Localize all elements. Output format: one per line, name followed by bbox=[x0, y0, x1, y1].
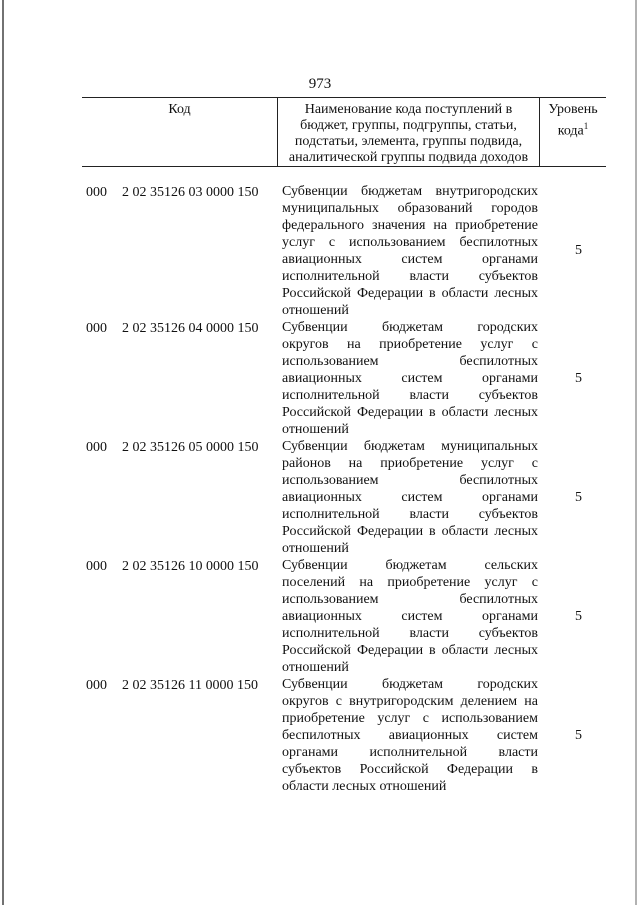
row-code: 2 02 35126 05 0000 150 bbox=[122, 440, 259, 455]
row-code: 2 02 35126 04 0000 150 bbox=[122, 321, 259, 336]
row-name-line: исполнительной власти субъектов bbox=[282, 507, 538, 522]
row-name bbox=[282, 438, 538, 557]
header-code: Код bbox=[82, 98, 278, 166]
header-name bbox=[278, 98, 540, 166]
header-name-line: бюджет, группы, подгруппы, статьи, bbox=[300, 118, 517, 133]
row-name-line: авиационных систем органами bbox=[282, 490, 538, 505]
row-level: 5 bbox=[575, 608, 582, 624]
table-row bbox=[82, 557, 606, 676]
row-name-line: области лесных отношений bbox=[282, 779, 447, 794]
row-name-line: отношений bbox=[282, 303, 349, 318]
row-name-line: использованием беспилотных bbox=[282, 592, 538, 607]
row-name-line: авиационных систем органами bbox=[282, 252, 538, 267]
row-name-line: отношений bbox=[282, 660, 349, 675]
row-name-line: Российской Федерации в области лесных bbox=[282, 286, 538, 301]
header-level-line1: Уровень bbox=[548, 102, 598, 117]
row-prefix: 000 bbox=[86, 185, 107, 200]
table-row bbox=[82, 438, 606, 557]
table-row bbox=[82, 183, 606, 319]
row-name-line: муниципальных образований городов bbox=[282, 201, 538, 216]
row-code: 2 02 35126 03 0000 150 bbox=[122, 185, 259, 200]
row-name-line: поселений на приобретение услуг с bbox=[282, 575, 538, 590]
table-row bbox=[82, 319, 606, 438]
row-name-line: Субвенции бюджетам городских bbox=[282, 320, 538, 335]
page-number: 973 bbox=[308, 76, 332, 92]
header-name-line: Наименование кода поступлений в bbox=[304, 102, 513, 117]
row-name-line: беспилотных авиационных систем bbox=[282, 728, 538, 743]
table-body bbox=[82, 183, 606, 795]
header-name-line: аналитической группы подвида доходов bbox=[288, 150, 529, 165]
row-code: 2 02 35126 11 0000 150 bbox=[122, 678, 258, 693]
row-name-line: исполнительной власти субъектов bbox=[282, 626, 538, 641]
row-name-line: исполнительной власти субъектов bbox=[282, 388, 538, 403]
row-prefix: 000 bbox=[86, 559, 107, 574]
row-level: 5 bbox=[575, 243, 582, 258]
row-name-line: субъектов Российской Федерации в bbox=[282, 762, 538, 777]
row-name bbox=[282, 319, 538, 438]
header-level-line2 bbox=[540, 118, 606, 140]
row-name-line: Субвенции бюджетам муниципальных bbox=[282, 439, 538, 454]
row-name-line: отношений bbox=[282, 541, 349, 556]
row-level: 5 bbox=[575, 370, 582, 386]
row-name-line: округов с внутригородским делением на bbox=[282, 694, 538, 709]
row-prefix: 000 bbox=[86, 321, 107, 336]
row-name-line: федерального значения на приобретение bbox=[282, 218, 538, 233]
row-name-line: исполнительной власти субъектов bbox=[282, 269, 538, 284]
row-level: 5 bbox=[575, 489, 582, 505]
row-name-line: Российской Федерации в области лесных bbox=[282, 643, 538, 658]
row-name-line: использованием беспилотных bbox=[282, 473, 538, 488]
table-row bbox=[82, 676, 606, 795]
row-name-line: использованием беспилотных bbox=[282, 354, 538, 369]
row-name bbox=[282, 676, 538, 795]
row-code: 2 02 35126 10 0000 150 bbox=[122, 559, 259, 574]
row-name-line: округов на приобретение услуг с bbox=[282, 337, 538, 352]
row-name-line: Субвенции бюджетам городских bbox=[282, 677, 538, 692]
row-name-line: Российской Федерации в области лесных bbox=[282, 524, 538, 539]
row-prefix: 000 bbox=[86, 440, 107, 455]
footnote-mark: 1 bbox=[583, 121, 589, 131]
row-name bbox=[282, 183, 538, 319]
row-name-line: органами исполнительной власти bbox=[282, 745, 538, 760]
row-level: 5 bbox=[575, 727, 582, 743]
header-name-line: подстатьи, элемента, группы подвида, bbox=[294, 134, 523, 149]
row-name-line: авиационных систем органами bbox=[282, 371, 538, 386]
row-prefix: 000 bbox=[86, 678, 107, 693]
row-name-line: Субвенции бюджетам сельских bbox=[282, 558, 538, 573]
row-name-line: приобретение услуг с использованием bbox=[282, 711, 538, 726]
row-name-line: авиационных систем органами bbox=[282, 609, 538, 624]
row-name-line: отношений bbox=[282, 422, 349, 437]
row-name-line: Российской Федерации в области лесных bbox=[282, 405, 538, 420]
header-level bbox=[540, 98, 606, 166]
row-name-line: услуг с использованием беспилотных bbox=[282, 235, 538, 250]
row-name-line: районов на приобретение услуг с bbox=[282, 456, 538, 471]
table-header bbox=[82, 97, 606, 167]
row-name bbox=[282, 557, 538, 676]
header-level-word: кода bbox=[557, 123, 584, 139]
row-name-line: Субвенции бюджетам внутригородских bbox=[282, 184, 538, 199]
